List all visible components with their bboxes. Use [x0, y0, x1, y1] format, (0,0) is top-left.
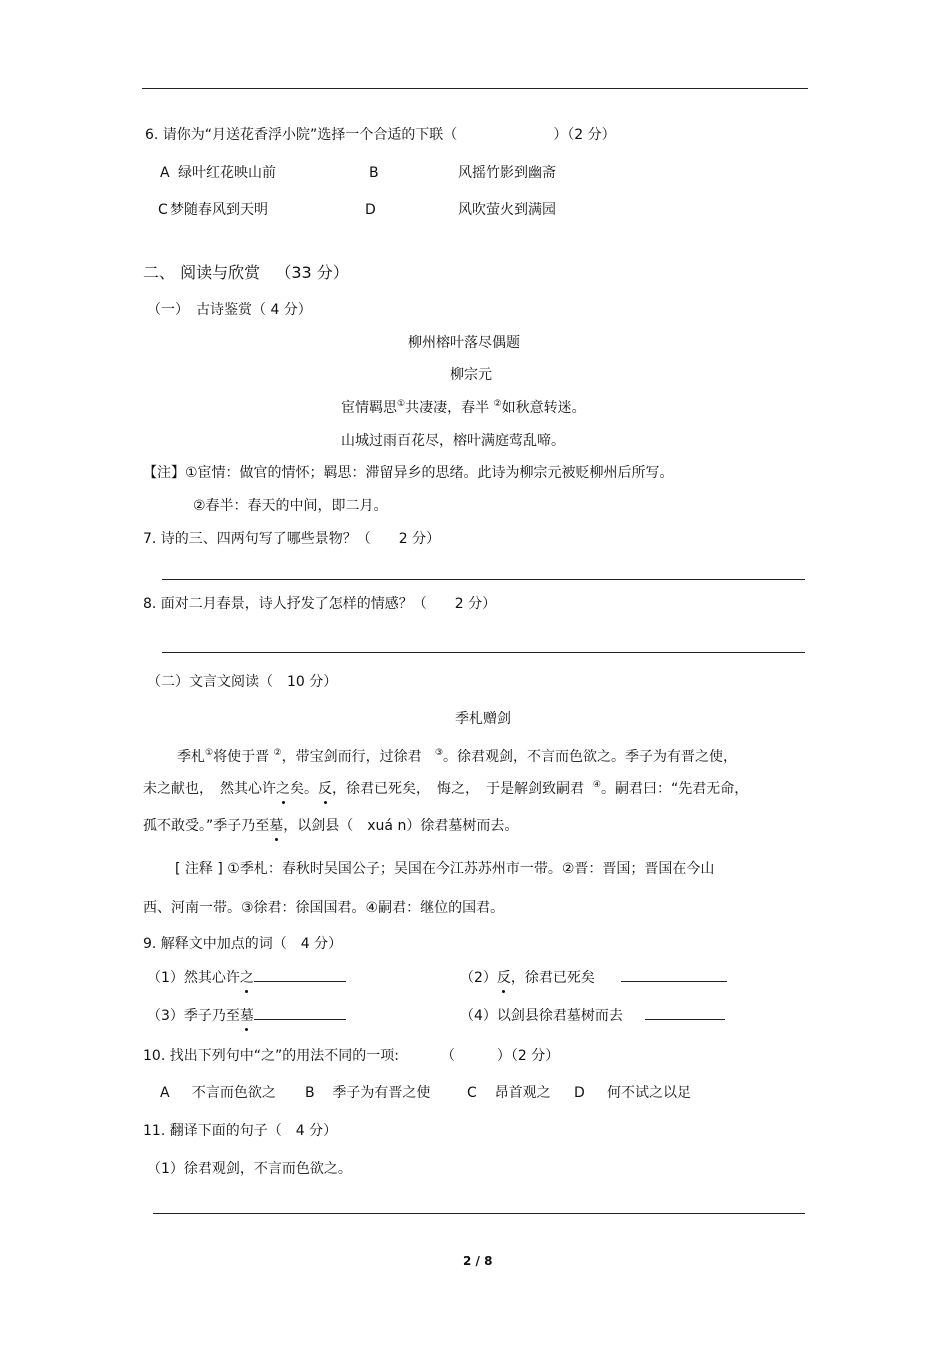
poem-footnote-1: ①	[397, 399, 406, 409]
q9-item-2-dotted: 反	[496, 970, 511, 986]
q9-item-3-blank[interactable]	[254, 1005, 346, 1020]
dotted-word-mu: 墓	[269, 818, 284, 834]
q8-answer-line[interactable]	[162, 652, 805, 653]
q10-option-c	[467, 1084, 551, 1102]
classical-para-line-2	[143, 780, 748, 798]
q11: 11. 翻译下面的句子（ 4 分）	[143, 1123, 338, 1139]
q6-tail: ）（2 分）	[553, 127, 616, 143]
q9: 9. 解释文中加点的词（ 4 分）	[143, 936, 343, 952]
q6-stem	[145, 126, 616, 144]
q9-item-4-text: （4）以剑县徐君墓树而去	[460, 1008, 623, 1024]
q6-option-a-text: 绿叶红花映山前	[178, 165, 276, 181]
q10-tail: （ ）（2 分）	[440, 1048, 560, 1064]
q11-item-1: （1）徐君观剑，不言而色欲之。	[147, 1161, 352, 1177]
poem-line-1-c: 如秋意转迷。	[501, 400, 586, 416]
poem-line-2: 山城过雨百花尽，榕叶满庭莺乱啼。	[341, 433, 565, 449]
q10-option-b-letter: B	[305, 1085, 315, 1101]
para-footnote-2: ②	[273, 748, 282, 758]
poem-line-1-b: 共凄凄，春半	[405, 400, 490, 416]
q9-item-1-text: （1）然其心许	[147, 970, 240, 986]
q9-item-2	[460, 967, 727, 987]
q9-item-2-blank[interactable]	[621, 967, 727, 982]
q6-option-d-text: 风吹萤火到满园	[458, 202, 556, 218]
q9-item-3	[147, 1005, 346, 1025]
section2-title: 二、 阅读与欣赏	[143, 263, 261, 282]
q10-option-d	[574, 1084, 691, 1102]
page-number: 2 / 8	[463, 1254, 493, 1268]
poem-note-1: 【注】①宦情：做官的情怀；羁思：滞留异乡的思绪。此诗为柳宗元被贬柳州后所写。	[143, 465, 674, 481]
q10-option-c-letter: C	[467, 1085, 477, 1101]
q10-option-a-letter: A	[160, 1085, 170, 1101]
q9-item-4	[460, 1005, 725, 1025]
poem-title: 柳州榕叶落尽偶题	[408, 335, 520, 351]
section2-heading	[143, 264, 349, 282]
dotted-word-fan: 反	[318, 781, 332, 797]
poem-footnote-2: ②	[493, 399, 502, 409]
dotted-word-zhi: 之	[276, 781, 290, 797]
q9-item-2-text: ，徐君已死矣	[510, 970, 595, 986]
q10-option-b-text: 季子为有晋之使	[332, 1085, 431, 1101]
part2-title: （二）文言文阅读（ 10 分）	[147, 674, 338, 690]
q6-option-b-text: 风摇竹影到幽斋	[458, 165, 556, 181]
q7: 7. 诗的三、四两句写了哪些景物？（ 2 分）	[143, 531, 441, 547]
q8: 8. 面对二月春景，诗人抒发了怎样的情感？（ 2 分）	[143, 596, 497, 612]
q9-item-1-blank[interactable]	[254, 967, 346, 982]
para1-b: 将使于晋	[213, 749, 270, 765]
q10-stem: 10. 找出下列句中“之”的用法不同的一项:	[143, 1048, 399, 1064]
classical-text-title: 季札赠剑	[455, 711, 511, 727]
q9-item-1	[147, 967, 346, 987]
poem-author: 柳宗元	[450, 367, 492, 383]
poem-line-1-a: 宦情羁思	[341, 400, 397, 416]
poem-line-1	[341, 399, 586, 417]
q9-item-3-text: （3）季子乃至	[147, 1008, 240, 1024]
q10-option-d-letter: D	[574, 1085, 585, 1101]
q10-option-d-text: 何不试之以足	[607, 1085, 692, 1101]
q6-option-c-text: 梦随春风到天明	[170, 202, 268, 218]
q7-answer-line[interactable]	[162, 579, 805, 580]
q9-item-1-dotted: 之	[239, 970, 254, 986]
para3-b: ，以剑县（ xuá n）徐君墓树而去。	[283, 818, 519, 834]
para3-a: 孤不敢受。”季子乃至	[143, 818, 270, 834]
classical-note-line-1: [ 注释 ] ①季札：春秋时吴国公子；吴国在今江苏苏州市一带。②晋：晋国；晋国在今山	[175, 861, 715, 877]
para1-a: 季札	[177, 749, 205, 765]
q9-item-3-dotted: 墓	[239, 1008, 254, 1024]
para-footnote-3: ③	[434, 748, 444, 758]
para-footnote-4: ④	[592, 780, 601, 790]
q9-item-4-blank[interactable]	[645, 1005, 725, 1020]
q6-option-d-letter: D	[365, 202, 376, 218]
q11-answer-line[interactable]	[153, 1213, 805, 1214]
section2-score: （33 分）	[275, 263, 349, 282]
classical-para-line-1	[177, 748, 737, 766]
poem-note-2: ②春半：春天的中间，即二月。	[193, 498, 388, 514]
para2-b: 矣。	[290, 781, 318, 797]
q6-option-c-letter: C	[158, 202, 168, 218]
q10-option-b	[305, 1084, 430, 1102]
q10	[143, 1047, 559, 1065]
classical-para-line-3	[143, 817, 518, 835]
q6-option-a-letter: A	[160, 165, 170, 181]
para2-d: 。嗣君曰：“先君无命，	[600, 781, 749, 797]
para2-a: 未之献也， 然其心许	[143, 781, 276, 797]
q10-option-c-text: 昂首观之	[494, 1085, 551, 1101]
q9-item-2-label: （2）	[460, 970, 497, 986]
para-footnote-1: ①	[205, 748, 214, 758]
part1-title: （一） 古诗鉴赏（ 4 分）	[147, 302, 312, 318]
para1-d: 。徐君观剑，不言而色欲之。季子为有晋之使，	[443, 749, 738, 765]
para2-c: ，徐君已死矣， 悔之， 于是解剑致嗣君	[332, 781, 584, 797]
header-rule	[142, 88, 808, 89]
q6-stem-text: 6. 请你为“月送花香浮小院”选择一个合适的下联（	[145, 127, 458, 143]
q10-option-a	[160, 1084, 276, 1102]
q10-option-a-text: 不言而色欲之	[191, 1085, 276, 1101]
para1-c: ，带宝剑而行，过徐君	[281, 749, 422, 765]
classical-note-line-2: 西、河南一带。③徐君：徐国国君。④嗣君：继位的国君。	[143, 900, 505, 916]
q6-option-b-letter: B	[369, 165, 379, 181]
